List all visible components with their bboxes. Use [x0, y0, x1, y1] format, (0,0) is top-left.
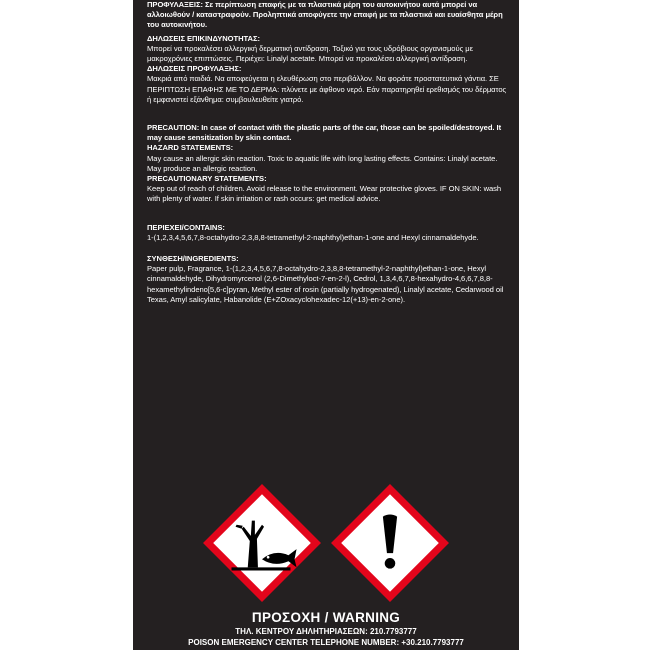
- en-precaution: PRECAUTION: In case of contact with the plastic parts of the car, those can be spoiled/destroyed. It may cause sensitization by skin contact.: [147, 123, 502, 143]
- poison-center-phone-gr: ΤΗΛ. ΚΕΝΤΡΟΥ ΔΗΛΗΤΗΡΙΑΣΕΩΝ: 210.7793777: [235, 627, 417, 636]
- exclamation-mark-icon: [329, 482, 451, 604]
- product-label: [133, 0, 519, 650]
- ghs-pictograms: [133, 482, 519, 602]
- en-hazard-heading: HAZARD STATEMENTS:: [147, 143, 234, 153]
- en-prec-statements-heading: PRECAUTIONARY STATEMENTS:: [147, 174, 267, 184]
- poison-center-phone-en: POISON EMERGENCY CENTER TELEPHONE NUMBER: +30.210.7793777: [188, 638, 464, 647]
- en-hazard-text: May cause an allergic skin reaction. Toxic to aquatic life with long lasting effects. Contains: Linalyl acetate. May produce an allergic reaction.: [147, 153, 498, 173]
- ingredients-heading: ΣΥΝΘΕΣΗ/INGREDIENTS:: [147, 254, 239, 264]
- gr-precaution-heading: ΠΡΟΦΥΛΑΞΕΙΣ:: [147, 0, 203, 9]
- gr-prec-statements-heading: ΔΗΛΩΣΕΙΣ ΠΡΟΦΥΛΑΞΗΣ:: [147, 64, 242, 74]
- gr-precaution: [147, 0, 507, 31]
- ingredients-text: Paper pulp, Fragrance, 1-(1,2,3,4,5,6,7,8-octahydro-2,3,8,8-tetramethyl-2-naphthyl)ethan-1-one, Hexyl cinnamaldehyde, Dihydromyrcenol (2,6-Dimethyloct-7-en-2-l), Cedrol, 1,3,4,6,7,8-hexahydro-4,6,6,7,8,8-hexamethylindeno[5,6-c]pyran, Methyl ester of rosin (partially hydrogenated), Linalyl acetate, Cedarwood oil Texas, Amyl salicylate, Habanolide (E+ZOxacyclohexadec-12(+13)-en-2-one).: [147, 264, 504, 304]
- gr-hazard-heading: ΔΗΛΩΣΕΙΣ ΕΠΙΚΙΝΔΥΝΟΤΗΤΑΣ:: [147, 33, 260, 43]
- gr-precaution-text: Σε περίπτωση επαφής με τα πλαστικά μέρη του αυτοκινήτου αυτά μπορεί να αλλοιωθούν / καταστραφούν. Προληπτικά αποφύγετε την επαφή με τα πλαστικά και ευαίσθητα μέρη του αυτοκινήτου.: [147, 0, 503, 30]
- en-prec-statements-text: Keep out of reach of children. Avoid release to the environment. Wear protective gloves. IF ON SKIN: wash with plenty of water. If skin irritation or rash occurs: get medical advice.: [147, 184, 502, 204]
- warning-title: ΠΡΟΣΟΧΗ / WARNING: [251, 610, 401, 625]
- gr-prec-statements-text: Μακριά από παιδιά. Να αποφεύγεται η ελευθέρωση στο περιβάλλον. Να φοράτε προστατευτικά γάντια. ΣΕ ΠΕΡΙΠΤΩΣΗ ΕΠΑΦΗΣ ΜΕ ΤΟ ΔΕΡΜΑ: πλύνετε με άφθονο νερό. Εάν παρατηρηθεί ερεθισμός του δέρματος ή εμφανιστεί εξάνθημα: συμβουλευθείτε γιατρό.: [147, 74, 507, 104]
- contains-heading: ΠΕΡΙΕΧΕΙ/CONTAINS:: [147, 222, 225, 232]
- contains-text: 1-(1,2,3,4,5,6,7,8-octahydro-2,3,8,8-tetramethyl-2-naphthyl)ethan-1-one and Hexyl cinnamaldehyde.: [147, 232, 479, 242]
- label-text: [147, 0, 507, 305]
- environment-hazard-icon: [201, 482, 323, 604]
- gr-hazard-text: Μπορεί να προκαλέσει αλλεργική δερματική αντίδραση. Τοξικό για τους υδρόβιους οργανισμούς με μακροχρόνιες επιπτώσεις. Περιέχει: Linalyl acetate. Μπορεί να προκαλέσει αλλεργική αντίδραση.: [147, 43, 473, 64]
